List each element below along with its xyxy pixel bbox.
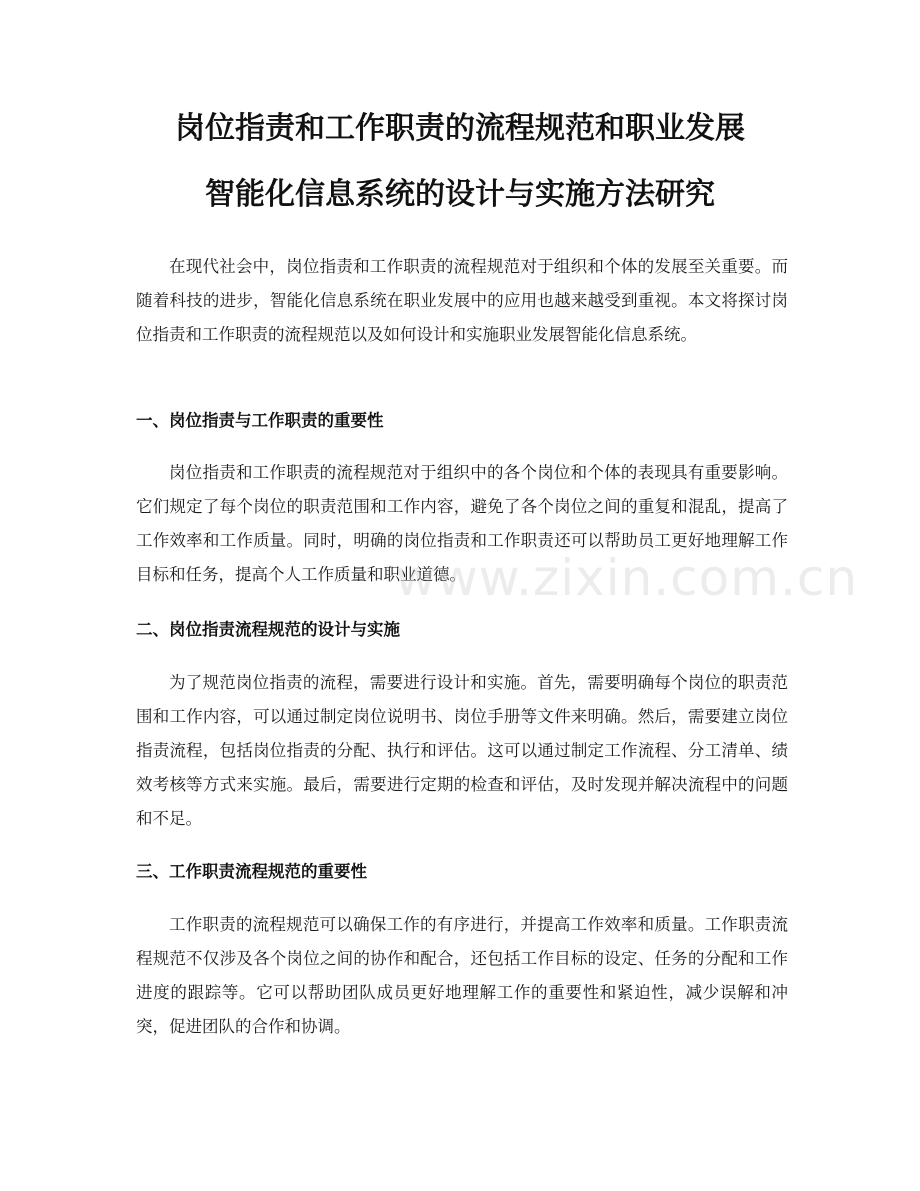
document-title-line-1: 岗位指责和工作职责的流程规范和职业发展: [175, 111, 745, 146]
section-1-heading: 一、岗位指责与工作职责的重要性: [136, 411, 384, 430]
section-3-paragraph: 工作职责的流程规范可以确保工作的有序进行，并提高工作效率和质量。工作职责流程规范不仅涉及各个岗位之间的协作和配合，还包括工作目标的设定、任务的分配和工作进度的跟踪等。它可以帮助团队成员更好地理解工作的重要性和紧迫性，减少误解和冲突，促进团队的合作和协调。: [136, 915, 788, 1036]
intro-paragraph: 在现代社会中，岗位指责和工作职责的流程规范对于组织和个体的发展至关重要。而随着科技的进步，智能化信息系统在职业发展中的应用也越来越受到重视。本文将探讨岗位指责和工作职责的流程规范以及如何设计和实施职业发展智能化信息系统。: [136, 257, 788, 344]
watermark-text: www.zixin.com.cn: [395, 549, 859, 607]
document-title-line-2: 智能化信息系统的设计与实施方法研究: [205, 177, 715, 212]
section-2-paragraph: 为了规范岗位指责的流程，需要进行设计和实施。首先，需要明确每个岗位的职责范围和工作内容，可以通过制定岗位说明书、岗位手册等文件来明确。然后，需要建立岗位指责流程，包括岗位指责的分配、执行和评估。这可以通过制定工作流程、分工清单、绩效考核等方式来实施。最后，需要进行定期的检查和评估，及时发现并解决流程中的问题和不足。: [136, 673, 788, 828]
section-2-heading: 二、岗位指责流程规范的设计与实施: [136, 620, 400, 639]
section-1-paragraph: 岗位指责和工作职责的流程规范对于组织中的各个岗位和个体的表现具有重要影响。它们规定了每个岗位的职责范围和工作内容，避免了各个岗位之间的重复和混乱，提高了工作效率和工作质量。同时，明确的岗位指责和工作职责还可以帮助员工更好地理解工作目标和任务，提高个人工作质量和职业道德。: [136, 463, 788, 584]
section-3-heading: 三、工作职责流程规范的重要性: [136, 862, 367, 881]
